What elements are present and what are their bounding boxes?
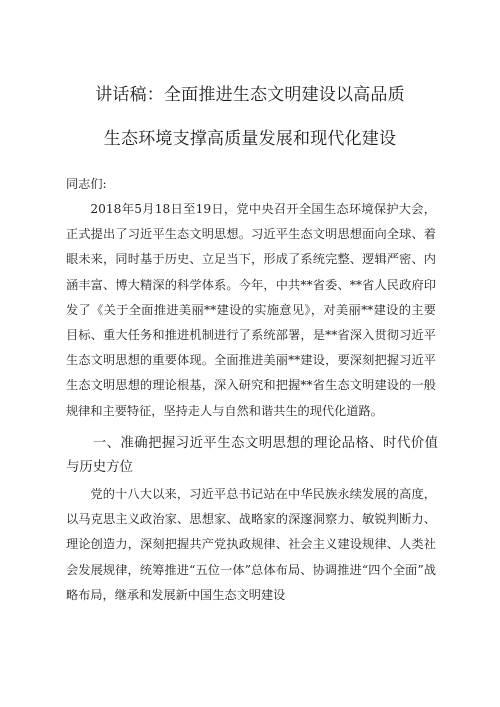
salutation: 同志们: bbox=[66, 177, 107, 191]
paragraph-section-1: 党的十八大以来，习近平总书记站在中华民族永续发展的高度，以马克思主义政治家、思想家、战略家的深邃洞察力、敏锐判断力、理论创造力，深刻把握共产党执政规律、社会主义建设规律、人类社会发展规律，统筹推进“五位一体”总体布局、协调推进“四个全面”战略布局，继承和发展新中国生态文明建设 bbox=[66, 487, 436, 602]
document-title-line-2: 生态环境支撑高质量发展和现代化建设 bbox=[103, 129, 397, 149]
document-title-line-1: 讲话稿：全面推进生态文明建设以高品质 bbox=[95, 85, 405, 105]
paragraph-intro: 2018年5月18日至19日，党中央召开全国生态环境保护大会，正式提出了习近平生态文明思想。习近平生态文明思想面向全球、着眼未来，同时基于历史、立足当下，形成了系统完整、逻辑严密、内涵丰富、博大精深的科学体系。今年，中共**省委、**省人民政府印发了《关于全面推进美丽**建设的实施意见》，对美丽**建设的主要目标、重大任务和推进机制进行了系统部署，是**省深入贯彻习近平生态文明思想的重要体现。全面推进美丽**建设，要深刻把握习近平生态文明思想的理论根基，深入研究和把握**省生态文明建设的一般规律和主要特征，坚持走人与自然和谐共生的现代化道路。 bbox=[66, 202, 436, 418]
section-heading-1: 一、准确把握习近平生态文明思想的理论品格、时代价值与历史方位 bbox=[66, 436, 438, 475]
